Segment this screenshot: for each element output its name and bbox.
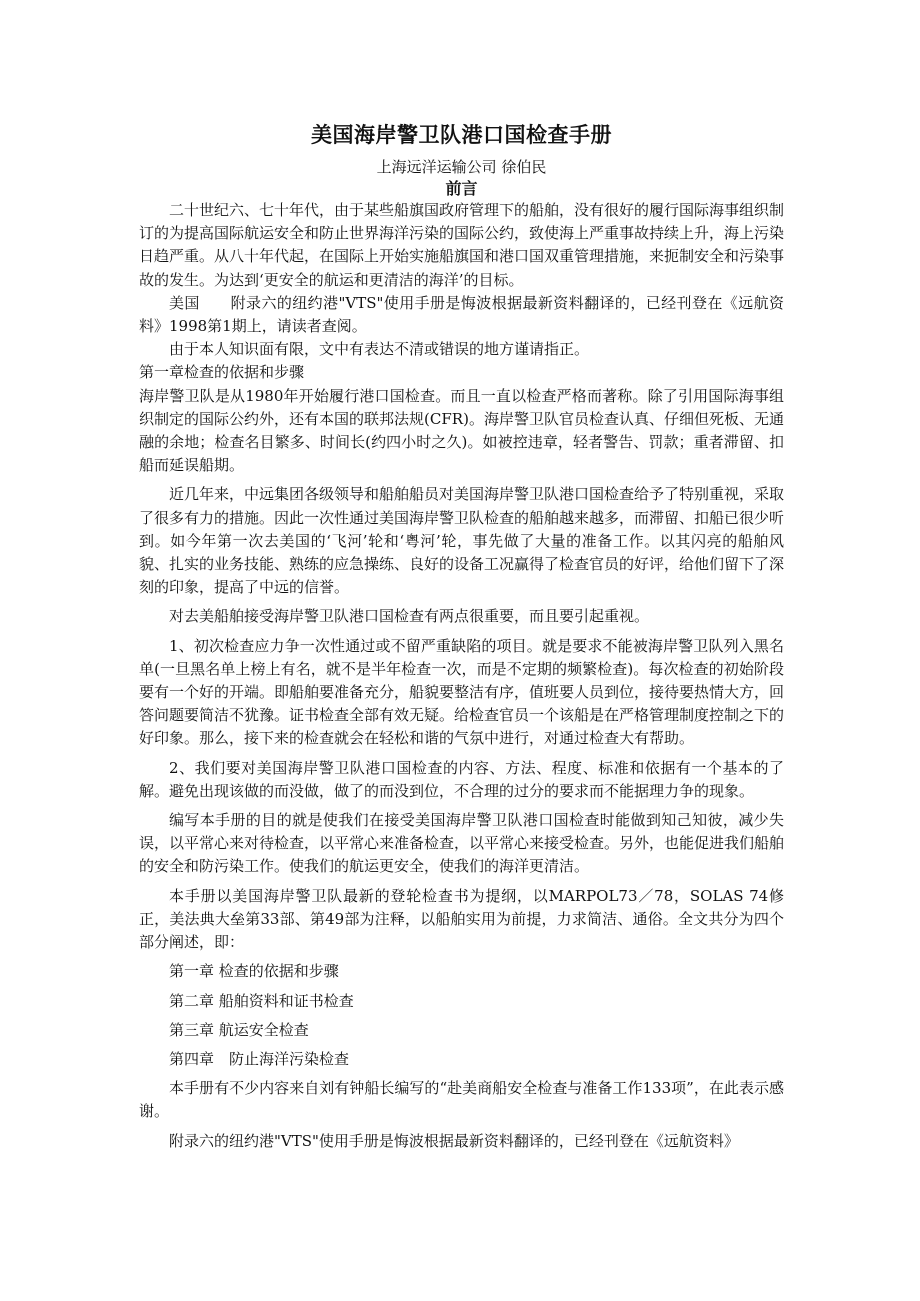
paragraph: 编写本手册的目的就是使我们在接受美国海岸警卫队港口国检查时能做到知己知彼，减少失误，以平常心来对待检查，以平常心来准备检查，以平常心来接受检查。另外，也能促进我们船舶的安全和防污染工作。使我们的航运更安全，使我们的海洋更清洁。 <box>139 811 785 876</box>
document-author: 上海远洋运输公司 徐伯民 <box>376 158 547 176</box>
toc-item: 第二章 船舶资料和证书检查 <box>169 991 354 1010</box>
paragraph: 对去美船舶接受海岸警卫队港口国检查有两点很重要，而且要引起重视。 <box>169 607 650 626</box>
document-title: 美国海岸警卫队港口国检查手册 <box>311 123 612 147</box>
toc-item: 第一章 检查的依据和步骤 <box>169 962 339 981</box>
paragraph: 附录六的纽约港"VTS"使用手册是悔波根据最新资料翻译的，已经刊登在《远航资料》 <box>169 1131 739 1150</box>
paragraph: 2、我们要对美国海岸警卫队港口国检查的内容、方法、程度、标准和依据有一个基本的了解。避免出现该做的而没做，做了的而没到位，不合理的过分的要求而不能据理力争的现象。 <box>139 758 784 800</box>
paragraph: 本手册以美国海岸警卫队最新的登轮检查书为提纲，以MARPOL73／78，SOLAS 74修正，美法典大垒第33部、第49部为注释，以船舶实用为前提，力求简洁、通俗。全文共分为四个部分阐述，即： <box>139 886 784 952</box>
document-body <box>139 199 784 1153</box>
paragraph: 近几年来，中远集团各级领导和船舶船员对美国海岸警卫队港口国检查给予了特别重视，采取了很多有力的措施。因此一次性通过美国海岸警卫队检查的船舶越来越多，而滞留、扣船已很少听到。如今年第一次去美国的‘飞河’轮和‘粤河’轮，事先做了大量的准备工作。以其闪亮的船舶风貌、扎实的业务技能、熟练的应急操练、良好的设备工况赢得了检查官员的好评，给他们留下了深刻的印象，提高了中远的信誉。 <box>139 485 785 597</box>
preface-heading: 前言 <box>445 179 478 198</box>
toc-item: 第三章 航运安全检查 <box>169 1020 309 1039</box>
chapter-heading: 第一章检查的依据和步骤 <box>139 363 305 382</box>
paragraph: 二十世纪六、七十年代，由于某些船旗国政府管理下的船舶，没有很好的履行国际海事组织制订的为提高国际航运安全和防止世界海洋污染的国际公约，致使海上严重事故持续上升，海上污染日趋严重。从八十年代起，在国际上开始实施船旗国和港口国双重管理措施，来扼制安全和污染事故的发生。为达到‘更安全的航运和更清洁的海洋’的目标。 <box>139 201 785 289</box>
document-page <box>139 118 784 1153</box>
paragraph: 海岸警卫队是从1980年开始履行港口国检查。而且一直以检查严格而著称。除了引用国际海事组织制定的国际公约外，还有本国的联邦法规(CFR)。海岸警卫队官员检查认真、仔细但死板、无通融的余地；检查名目繁多、时间长(约四小时之久)。如被控违章，轻者警告、罚款；重者滞留、扣船而延误船期。 <box>139 386 784 475</box>
paragraph: 1、初次检查应力争一次性通过或不留严重缺陷的项目。就是要求不能被海岸警卫队列入黑名单(一旦黑名单上榜上有名，就不是半年检查一次，而是不定期的频繁检查)。每次检查的初始阶段要有一个好的开端。即船舶要准备充分，船貌要整洁有序，值班要人员到位，接待要热情大方，回答问题要简洁不犹豫。证书检查全部有效无疑。给检查官员一个该船是在严格管理制度控制之下的好印象。那么，接下来的检查就会在轻松和谐的气氛中进行，对通过检查大有帮助。 <box>139 636 785 748</box>
toc-item: 第四章 防止海洋污染检查 <box>169 1049 350 1068</box>
paragraph: 由于本人知识面有限，文中有表达不清或错误的地方谨请指正。 <box>169 340 590 359</box>
paragraph: 本手册有不少内容来自刘有钟船长编写的“赴美商船安全检查与准备工作133项”，在此表示感谢。 <box>139 1079 784 1121</box>
paragraph: 美国 附录六的纽约港"VTS"使用手册是悔波根据最新资料翻译的，已经刊登在《远航资料》1998第1期上，请读者查阅。 <box>139 293 784 336</box>
